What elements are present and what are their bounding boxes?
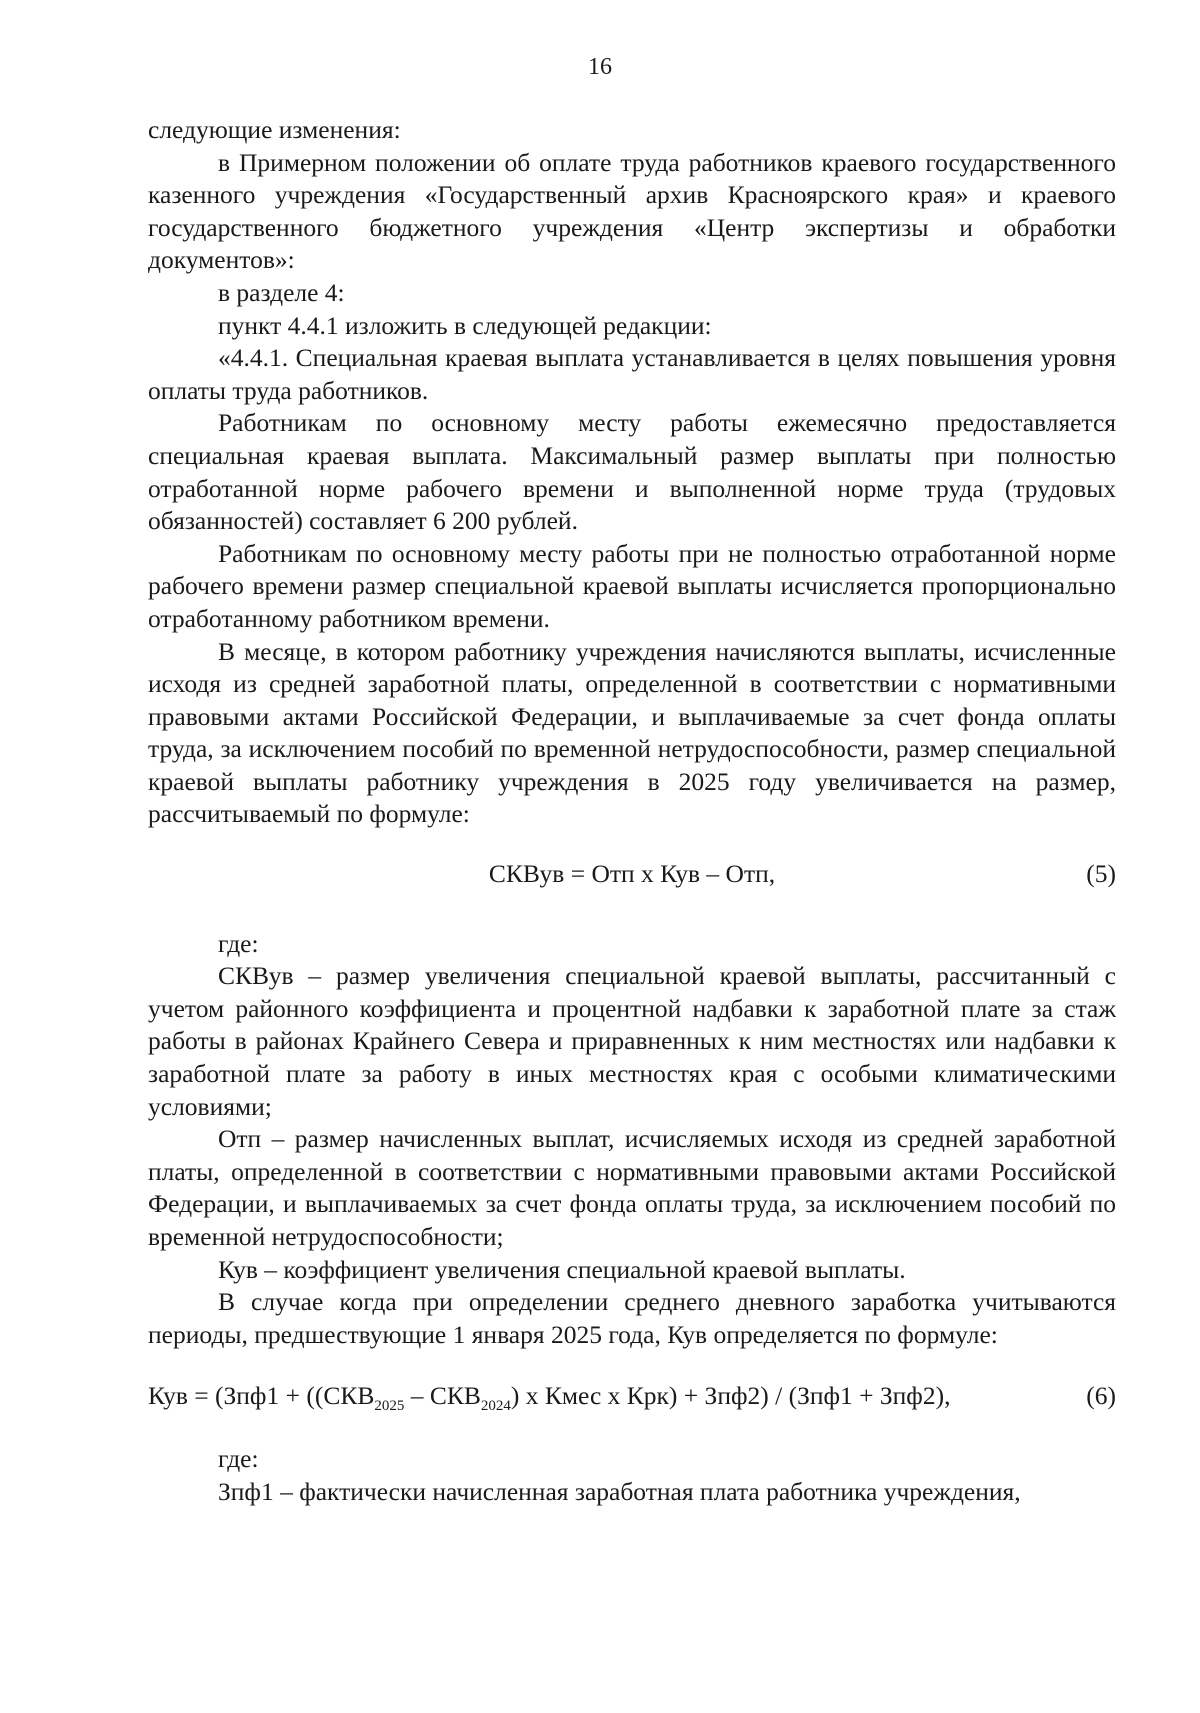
formula-5-number: (5) [1086,859,1116,889]
formula-6-number: (6) [1086,1381,1116,1411]
formula-5-expression: СКВув = Отп х Кув – Отп, [488,859,776,889]
paragraph-case: В случае когда при определении среднего дневного заработка учитываются периоды, предшествующие 1 января 2025 года, Кув определяется по формуле: [148,1287,1116,1349]
paragraph-section: в разделе 4: [218,277,345,307]
paragraph-regulation: в Примерном положении об оплате труда работников краевого государственного казенного учреждения «Государственный архив Красноярского края» и краевого государственного бюджетного учреждения «Центр экспертизы и обработки документов»: [148,147,1116,275]
paragraph-def-skvuv: СКВув – размер увеличения специальной краевой выплаты, рассчитанный с учетом районного коэффициента и процентной надбавки к заработной плате за стаж работы в районах Крайнего Севера и приравненных к ним местностях или надбавки к заработной плате за работу в иных местностях края с особыми климатическими условиями; [148,961,1116,1121]
paragraph-4-4-1: «4.4.1. Специальная краевая выплата устанавливается в целях повышения уровня оплаты труда работников. [148,343,1116,405]
document-body [148,114,1116,1508]
formula-5 [148,858,1116,891]
page-number: 16 [588,54,612,80]
paragraph-proportional: Работникам по основному месту работы при не полностью отработанной норме рабочего времени размер специальной краевой выплаты исчисляется пропорционально отработанному работником времени. [148,538,1116,633]
paragraph-def-zpf1: Зпф1 – фактически начисленная заработная плата работника учреждения, [218,1476,1021,1506]
paragraph-where-2: где: [218,1443,259,1473]
paragraph-def-otp: Отп – размер начисленных выплат, исчисляемых исходя из средней заработной платы, определенной в соответствии с нормативными правовыми актами Российской Федерации, и выплачиваемых за счет фонда оплаты труда, за исключением пособий по временной нетрудоспособности; [148,1124,1116,1251]
paragraph-monthly-payment: Работникам по основному месту работы ежемесячно предоставляется специальная краевая выплата. Максимальный размер выплаты при полностью отработанной норме рабочего времени и выполненной норме труда (трудовых обязанностей) составляет 6 200 рублей. [148,408,1116,536]
formula-6-expression: Кув = ($Зпф1 + ((СКВ_{2025} - СКВ_{2024})$ х Кмес х Крк) + Зпф2) / (Зпф1 + Зпф2), [148,1381,951,1415]
paragraph-def-kuv: Кув – коэффициент увеличения специальной краевой выплаты. [218,1254,906,1284]
formula-6 [148,1380,1116,1413]
paragraph-intro: следующие изменения: [148,115,401,144]
paragraph-month-increase: В месяце, в котором работнику учреждения начисляются выплаты, исчисленные исходя из средней заработной платы, определенной в соответствии с нормативными правовыми актами Российской Федерации, и выплачиваемые за счет фонда оплаты труда, за исключением пособий по временной нетрудоспособности, размер специальной краевой выплаты работнику учреждения в 2025 году увеличивается на размер, рассчитываемый по формуле: [148,636,1116,829]
paragraph-clause: пункт 4.4.1 изложить в следующей редакции: [218,310,712,340]
paragraph-where-1: где: [218,928,259,958]
